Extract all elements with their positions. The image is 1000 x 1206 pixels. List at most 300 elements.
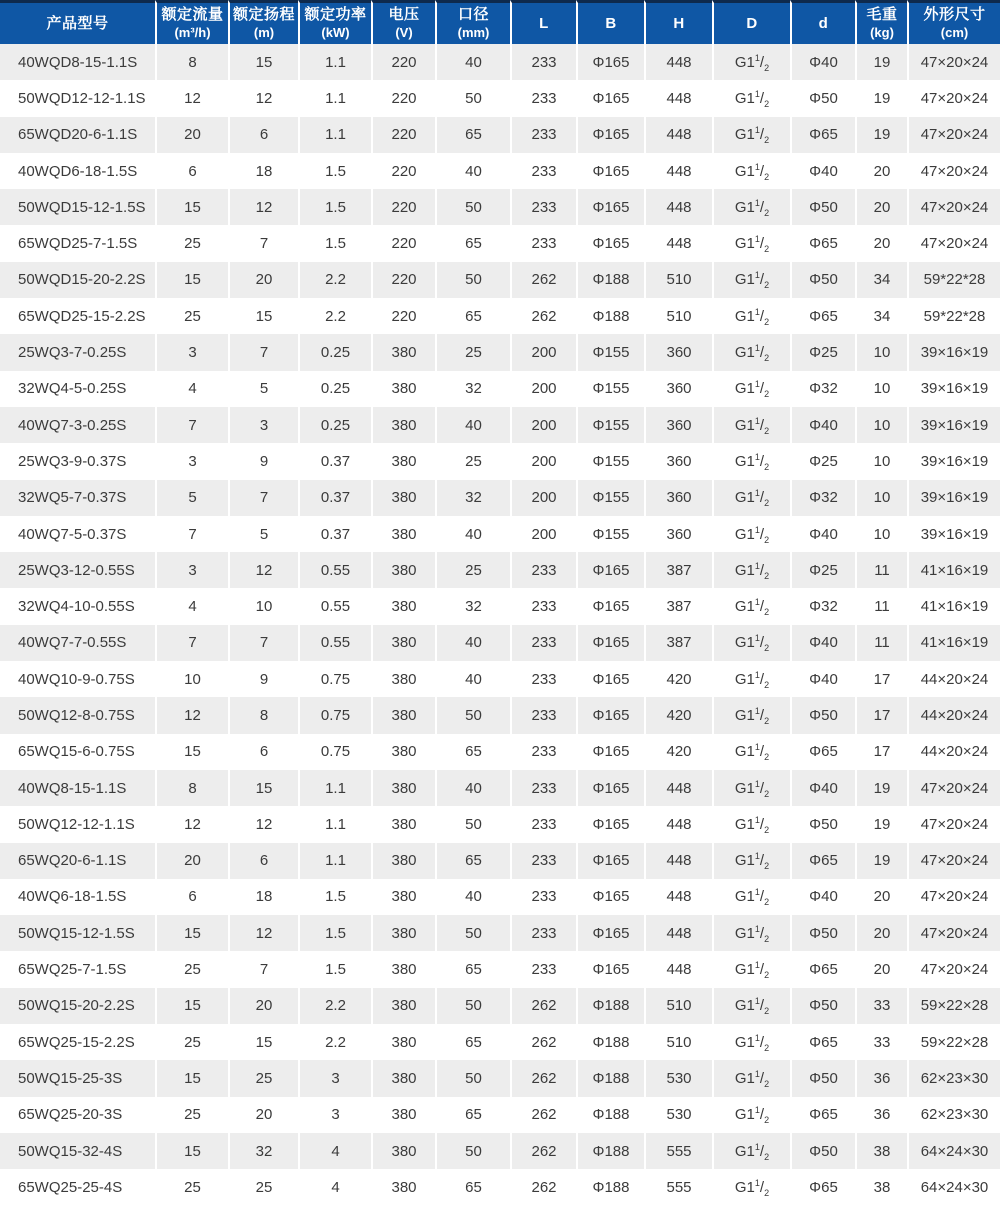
cell-model: 50WQ15-25-3S [18, 1069, 123, 1087]
table-row [0, 843, 1000, 879]
col-header-L: L [510, 0, 576, 44]
cell-H: 555 [644, 1133, 712, 1169]
cell-power: 0.37 [298, 443, 371, 479]
cell-L: 233 [510, 951, 576, 987]
cell-B: Φ165 [576, 552, 644, 588]
cell-flow: 7 [155, 516, 228, 552]
cell-L: 233 [510, 625, 576, 661]
cell-B: Φ188 [576, 1097, 644, 1133]
cell-H: 448 [644, 879, 712, 915]
cell-weight: 20 [855, 951, 907, 987]
table-row [0, 371, 1000, 407]
cell-d: Φ32 [790, 480, 855, 516]
cell-flow: 25 [155, 1097, 228, 1133]
cell-dims: 47×20×24 [907, 189, 1000, 225]
cell-dims: 47×20×24 [907, 44, 1000, 80]
cell-power: 1.5 [298, 153, 371, 189]
cell-model: 50WQ15-20-2.2S [18, 997, 135, 1015]
cell-weight: 17 [855, 661, 907, 697]
cell-flow: 3 [155, 334, 228, 370]
cell-model: 40WQD8-15-1.1S [18, 53, 138, 71]
cell-H: 530 [644, 1060, 712, 1096]
cell-bore: 32 [435, 588, 510, 624]
cell-d: Φ65 [790, 1097, 855, 1133]
cell-B: Φ155 [576, 443, 644, 479]
cell-L: 200 [510, 443, 576, 479]
cell-dims: 62×23×30 [907, 1097, 1000, 1133]
cell-head: 12 [228, 806, 298, 842]
cell-power: 1.1 [298, 117, 371, 153]
cell-head: 5 [228, 516, 298, 552]
cell-H: 360 [644, 371, 712, 407]
cell-D: $G1^1/_2$ [712, 988, 790, 1024]
cell-model: 40WQ6-18-1.5S [18, 888, 127, 906]
cell-bore: 40 [435, 770, 510, 806]
table-row [0, 80, 1000, 116]
cell-d: Φ25 [790, 443, 855, 479]
cell-head: 15 [228, 1024, 298, 1060]
cell-flow: 25 [155, 298, 228, 334]
cell-voltage: 380 [371, 334, 435, 370]
cell-voltage: 380 [371, 443, 435, 479]
cell-model: 65WQ20-6-1.1S [18, 852, 127, 870]
cell-voltage: 380 [371, 1060, 435, 1096]
cell-bore: 65 [435, 1169, 510, 1205]
cell-L: 262 [510, 1060, 576, 1096]
cell-flow: 25 [155, 951, 228, 987]
cell-weight: 20 [855, 915, 907, 951]
cell-head: 25 [228, 1169, 298, 1205]
cell-L: 233 [510, 80, 576, 116]
cell-weight: 11 [855, 588, 907, 624]
cell-voltage: 380 [371, 371, 435, 407]
cell-flow: 3 [155, 443, 228, 479]
cell-head: 10 [228, 588, 298, 624]
cell-voltage: 380 [371, 843, 435, 879]
col-header-bore: 口径 (mm) [435, 0, 510, 44]
cell-d: Φ25 [790, 552, 855, 588]
cell-bore: 50 [435, 806, 510, 842]
cell-d: Φ40 [790, 44, 855, 80]
cell-dims: 39×16×19 [907, 516, 1000, 552]
cell-weight: 10 [855, 334, 907, 370]
cell-dims: 47×20×24 [907, 843, 1000, 879]
cell-dims: 59×22×28 [907, 988, 1000, 1024]
cell-B: Φ165 [576, 770, 644, 806]
col-header-D: D [712, 0, 790, 44]
table-row [0, 189, 1000, 225]
table-row [0, 298, 1000, 334]
cell-D: $G1^1/_2$ [712, 552, 790, 588]
header-row [0, 0, 1000, 44]
cell-L: 200 [510, 371, 576, 407]
table-row [0, 225, 1000, 261]
cell-H: 420 [644, 661, 712, 697]
cell-B: Φ165 [576, 915, 644, 951]
cell-head: 12 [228, 189, 298, 225]
cell-D: $G1^1/_2$ [712, 189, 790, 225]
cell-dims: 47×20×24 [907, 770, 1000, 806]
cell-weight: 10 [855, 480, 907, 516]
cell-D: $G1^1/_2$ [712, 44, 790, 80]
cell-flow: 25 [155, 1024, 228, 1060]
cell-weight: 20 [855, 153, 907, 189]
cell-head: 20 [228, 1097, 298, 1133]
cell-d: Φ40 [790, 879, 855, 915]
cell-flow: 15 [155, 262, 228, 298]
cell-flow: 4 [155, 371, 228, 407]
cell-B: Φ188 [576, 1133, 644, 1169]
cell-bore: 25 [435, 443, 510, 479]
cell-D: $G1^1/_2$ [712, 625, 790, 661]
cell-d: Φ65 [790, 843, 855, 879]
cell-flow: 20 [155, 117, 228, 153]
cell-voltage: 220 [371, 153, 435, 189]
cell-head: 7 [228, 225, 298, 261]
cell-power: 1.1 [298, 806, 371, 842]
cell-L: 233 [510, 734, 576, 770]
cell-bore: 50 [435, 1060, 510, 1096]
cell-B: Φ165 [576, 153, 644, 189]
cell-B: Φ155 [576, 480, 644, 516]
cell-L: 262 [510, 298, 576, 334]
cell-L: 233 [510, 697, 576, 733]
cell-L: 262 [510, 262, 576, 298]
cell-flow: 3 [155, 552, 228, 588]
table-row [0, 1133, 1000, 1169]
cell-head: 18 [228, 879, 298, 915]
cell-model: 50WQD15-20-2.2S [18, 271, 146, 289]
cell-L: 200 [510, 407, 576, 443]
table-row [0, 661, 1000, 697]
cell-head: 15 [228, 770, 298, 806]
cell-flow: 15 [155, 734, 228, 770]
table-row [0, 443, 1000, 479]
cell-head: 7 [228, 480, 298, 516]
cell-H: 387 [644, 625, 712, 661]
cell-bore: 40 [435, 153, 510, 189]
col-header-B: B [576, 0, 644, 44]
cell-voltage: 380 [371, 697, 435, 733]
cell-D: $G1^1/_2$ [712, 951, 790, 987]
cell-H: 448 [644, 44, 712, 80]
cell-bore: 40 [435, 44, 510, 80]
cell-B: Φ165 [576, 80, 644, 116]
cell-voltage: 380 [371, 734, 435, 770]
cell-power: 1.5 [298, 879, 371, 915]
cell-voltage: 380 [371, 407, 435, 443]
table-row [0, 915, 1000, 951]
cell-L: 262 [510, 1024, 576, 1060]
table-row [0, 516, 1000, 552]
cell-L: 233 [510, 44, 576, 80]
cell-D: $G1^1/_2$ [712, 843, 790, 879]
cell-B: Φ155 [576, 407, 644, 443]
cell-H: 448 [644, 915, 712, 951]
cell-H: 510 [644, 298, 712, 334]
cell-L: 262 [510, 1169, 576, 1205]
cell-model: 50WQD12-12-1.1S [18, 89, 146, 107]
cell-power: 4 [298, 1169, 371, 1205]
cell-flow: 7 [155, 625, 228, 661]
cell-power: 2.2 [298, 298, 371, 334]
cell-D: $G1^1/_2$ [712, 334, 790, 370]
cell-model: 65WQ25-20-3S [18, 1106, 123, 1124]
cell-H: 387 [644, 588, 712, 624]
cell-bore: 65 [435, 1024, 510, 1060]
cell-voltage: 380 [371, 915, 435, 951]
cell-head: 15 [228, 44, 298, 80]
table-row [0, 117, 1000, 153]
cell-voltage: 380 [371, 988, 435, 1024]
cell-d: Φ65 [790, 1024, 855, 1060]
cell-power: 3 [298, 1060, 371, 1096]
cell-L: 233 [510, 770, 576, 806]
cell-weight: 20 [855, 879, 907, 915]
cell-bore: 25 [435, 334, 510, 370]
cell-d: Φ50 [790, 697, 855, 733]
cell-voltage: 380 [371, 625, 435, 661]
cell-B: Φ165 [576, 697, 644, 733]
cell-D: $G1^1/_2$ [712, 371, 790, 407]
cell-model: 32WQ4-10-0.55S [18, 598, 135, 616]
cell-power: 1.1 [298, 770, 371, 806]
cell-B: Φ188 [576, 1060, 644, 1096]
cell-D: $G1^1/_2$ [712, 734, 790, 770]
cell-D: $G1^1/_2$ [712, 117, 790, 153]
cell-weight: 19 [855, 44, 907, 80]
cell-dims: 39×16×19 [907, 407, 1000, 443]
cell-power: 2.2 [298, 1024, 371, 1060]
cell-bore: 50 [435, 189, 510, 225]
cell-voltage: 380 [371, 806, 435, 842]
cell-bore: 65 [435, 225, 510, 261]
cell-L: 233 [510, 661, 576, 697]
cell-D: $G1^1/_2$ [712, 1133, 790, 1169]
cell-d: Φ32 [790, 588, 855, 624]
table-row [0, 552, 1000, 588]
cell-H: 555 [644, 1169, 712, 1205]
cell-flow: 5 [155, 480, 228, 516]
cell-H: 530 [644, 1097, 712, 1133]
cell-d: Φ40 [790, 661, 855, 697]
cell-model: 50WQ12-8-0.75S [18, 706, 135, 724]
cell-model: 25WQ3-7-0.25S [18, 344, 127, 362]
cell-model: 25WQ3-12-0.55S [18, 561, 135, 579]
cell-model: 40WQ8-15-1.1S [18, 779, 127, 797]
cell-head: 20 [228, 262, 298, 298]
cell-d: Φ50 [790, 1133, 855, 1169]
cell-D: $G1^1/_2$ [712, 407, 790, 443]
cell-voltage: 380 [371, 1169, 435, 1205]
cell-power: 0.25 [298, 371, 371, 407]
cell-bore: 50 [435, 262, 510, 298]
cell-flow: 15 [155, 915, 228, 951]
cell-B: Φ165 [576, 843, 644, 879]
cell-model: 65WQ25-25-4S [18, 1178, 123, 1196]
cell-power: 0.37 [298, 516, 371, 552]
cell-d: Φ32 [790, 371, 855, 407]
cell-d: Φ40 [790, 153, 855, 189]
cell-head: 15 [228, 298, 298, 334]
cell-flow: 8 [155, 770, 228, 806]
table-row [0, 625, 1000, 661]
cell-voltage: 380 [371, 588, 435, 624]
col-header-dims: 外形尺寸 (cm) [907, 0, 1000, 44]
cell-D: $G1^1/_2$ [712, 588, 790, 624]
cell-voltage: 380 [371, 661, 435, 697]
cell-model: 65WQD25-7-1.5S [18, 235, 138, 253]
cell-H: 360 [644, 334, 712, 370]
table-row [0, 806, 1000, 842]
cell-bore: 40 [435, 516, 510, 552]
cell-dims: 47×20×24 [907, 225, 1000, 261]
cell-d: Φ50 [790, 189, 855, 225]
cell-voltage: 380 [371, 1024, 435, 1060]
cell-weight: 20 [855, 225, 907, 261]
cell-voltage: 380 [371, 480, 435, 516]
cell-head: 12 [228, 552, 298, 588]
cell-model: 50WQ12-12-1.1S [18, 815, 135, 833]
cell-power: 4 [298, 1133, 371, 1169]
cell-dims: 41×16×19 [907, 588, 1000, 624]
cell-dims: 39×16×19 [907, 334, 1000, 370]
cell-D: $G1^1/_2$ [712, 262, 790, 298]
cell-d: Φ25 [790, 334, 855, 370]
cell-L: 200 [510, 516, 576, 552]
cell-model: 40WQ10-9-0.75S [18, 670, 135, 688]
cell-power: 1.5 [298, 915, 371, 951]
cell-dims: 59*22*28 [907, 298, 1000, 334]
col-header-model: 产品型号 [0, 0, 155, 44]
cell-dims: 39×16×19 [907, 371, 1000, 407]
cell-weight: 19 [855, 770, 907, 806]
col-header-H: H [644, 0, 712, 44]
cell-flow: 15 [155, 1060, 228, 1096]
cell-voltage: 380 [371, 770, 435, 806]
cell-power: 1.1 [298, 843, 371, 879]
cell-H: 420 [644, 734, 712, 770]
cell-B: Φ165 [576, 879, 644, 915]
cell-head: 20 [228, 988, 298, 1024]
cell-weight: 11 [855, 552, 907, 588]
cell-d: Φ65 [790, 117, 855, 153]
cell-power: 0.25 [298, 407, 371, 443]
cell-flow: 6 [155, 879, 228, 915]
cell-flow: 15 [155, 189, 228, 225]
cell-bore: 50 [435, 80, 510, 116]
cell-H: 420 [644, 697, 712, 733]
cell-D: $G1^1/_2$ [712, 879, 790, 915]
cell-dims: 44×20×24 [907, 661, 1000, 697]
cell-model: 65WQD25-15-2.2S [18, 307, 146, 325]
cell-weight: 34 [855, 262, 907, 298]
cell-D: $G1^1/_2$ [712, 697, 790, 733]
cell-L: 233 [510, 552, 576, 588]
cell-power: 1.5 [298, 189, 371, 225]
cell-bore: 40 [435, 625, 510, 661]
col-header-weight: 毛重 (kg) [855, 0, 907, 44]
cell-D: $G1^1/_2$ [712, 80, 790, 116]
cell-d: Φ50 [790, 262, 855, 298]
cell-B: Φ165 [576, 44, 644, 80]
cell-model: 40WQ7-3-0.25S [18, 416, 127, 434]
cell-dims: 44×20×24 [907, 734, 1000, 770]
cell-flow: 6 [155, 153, 228, 189]
cell-power: 0.75 [298, 697, 371, 733]
cell-flow: 12 [155, 806, 228, 842]
cell-flow: 15 [155, 988, 228, 1024]
cell-dims: 47×20×24 [907, 806, 1000, 842]
cell-head: 32 [228, 1133, 298, 1169]
cell-bore: 65 [435, 843, 510, 879]
cell-L: 233 [510, 189, 576, 225]
cell-power: 0.37 [298, 480, 371, 516]
cell-weight: 36 [855, 1097, 907, 1133]
cell-H: 360 [644, 480, 712, 516]
cell-power: 1.1 [298, 80, 371, 116]
cell-d: Φ50 [790, 915, 855, 951]
cell-model: 50WQ15-32-4S [18, 1142, 123, 1160]
cell-D: $G1^1/_2$ [712, 1024, 790, 1060]
cell-bore: 65 [435, 298, 510, 334]
cell-flow: 20 [155, 843, 228, 879]
cell-d: Φ65 [790, 951, 855, 987]
cell-dims: 47×20×24 [907, 879, 1000, 915]
cell-weight: 19 [855, 80, 907, 116]
cell-bore: 50 [435, 697, 510, 733]
cell-model: 65WQ25-15-2.2S [18, 1033, 135, 1051]
cell-D: $G1^1/_2$ [712, 770, 790, 806]
table-row [0, 879, 1000, 915]
cell-L: 233 [510, 915, 576, 951]
cell-H: 448 [644, 843, 712, 879]
cell-dims: 44×20×24 [907, 697, 1000, 733]
cell-D: $G1^1/_2$ [712, 661, 790, 697]
cell-H: 448 [644, 770, 712, 806]
cell-head: 6 [228, 843, 298, 879]
cell-voltage: 380 [371, 552, 435, 588]
cell-B: Φ165 [576, 189, 644, 225]
cell-d: Φ65 [790, 734, 855, 770]
col-header-flow: 额定流量 (m³/h) [155, 0, 228, 44]
cell-B: Φ165 [576, 734, 644, 770]
cell-model: 65WQD20-6-1.1S [18, 126, 138, 144]
cell-B: Φ188 [576, 262, 644, 298]
cell-head: 12 [228, 80, 298, 116]
table-row [0, 951, 1000, 987]
cell-d: Φ50 [790, 80, 855, 116]
cell-flow: 7 [155, 407, 228, 443]
cell-weight: 10 [855, 516, 907, 552]
cell-flow: 12 [155, 697, 228, 733]
cell-weight: 38 [855, 1169, 907, 1205]
cell-dims: 64×24×30 [907, 1169, 1000, 1205]
cell-model: 32WQ5-7-0.37S [18, 489, 127, 507]
cell-dims: 47×20×24 [907, 80, 1000, 116]
cell-bore: 40 [435, 661, 510, 697]
cell-flow: 25 [155, 1169, 228, 1205]
cell-B: Φ165 [576, 951, 644, 987]
cell-bore: 65 [435, 1097, 510, 1133]
cell-B: Φ165 [576, 806, 644, 842]
cell-weight: 34 [855, 298, 907, 334]
cell-H: 448 [644, 225, 712, 261]
cell-L: 233 [510, 806, 576, 842]
table-row [0, 734, 1000, 770]
cell-weight: 11 [855, 625, 907, 661]
cell-dims: 47×20×24 [907, 153, 1000, 189]
